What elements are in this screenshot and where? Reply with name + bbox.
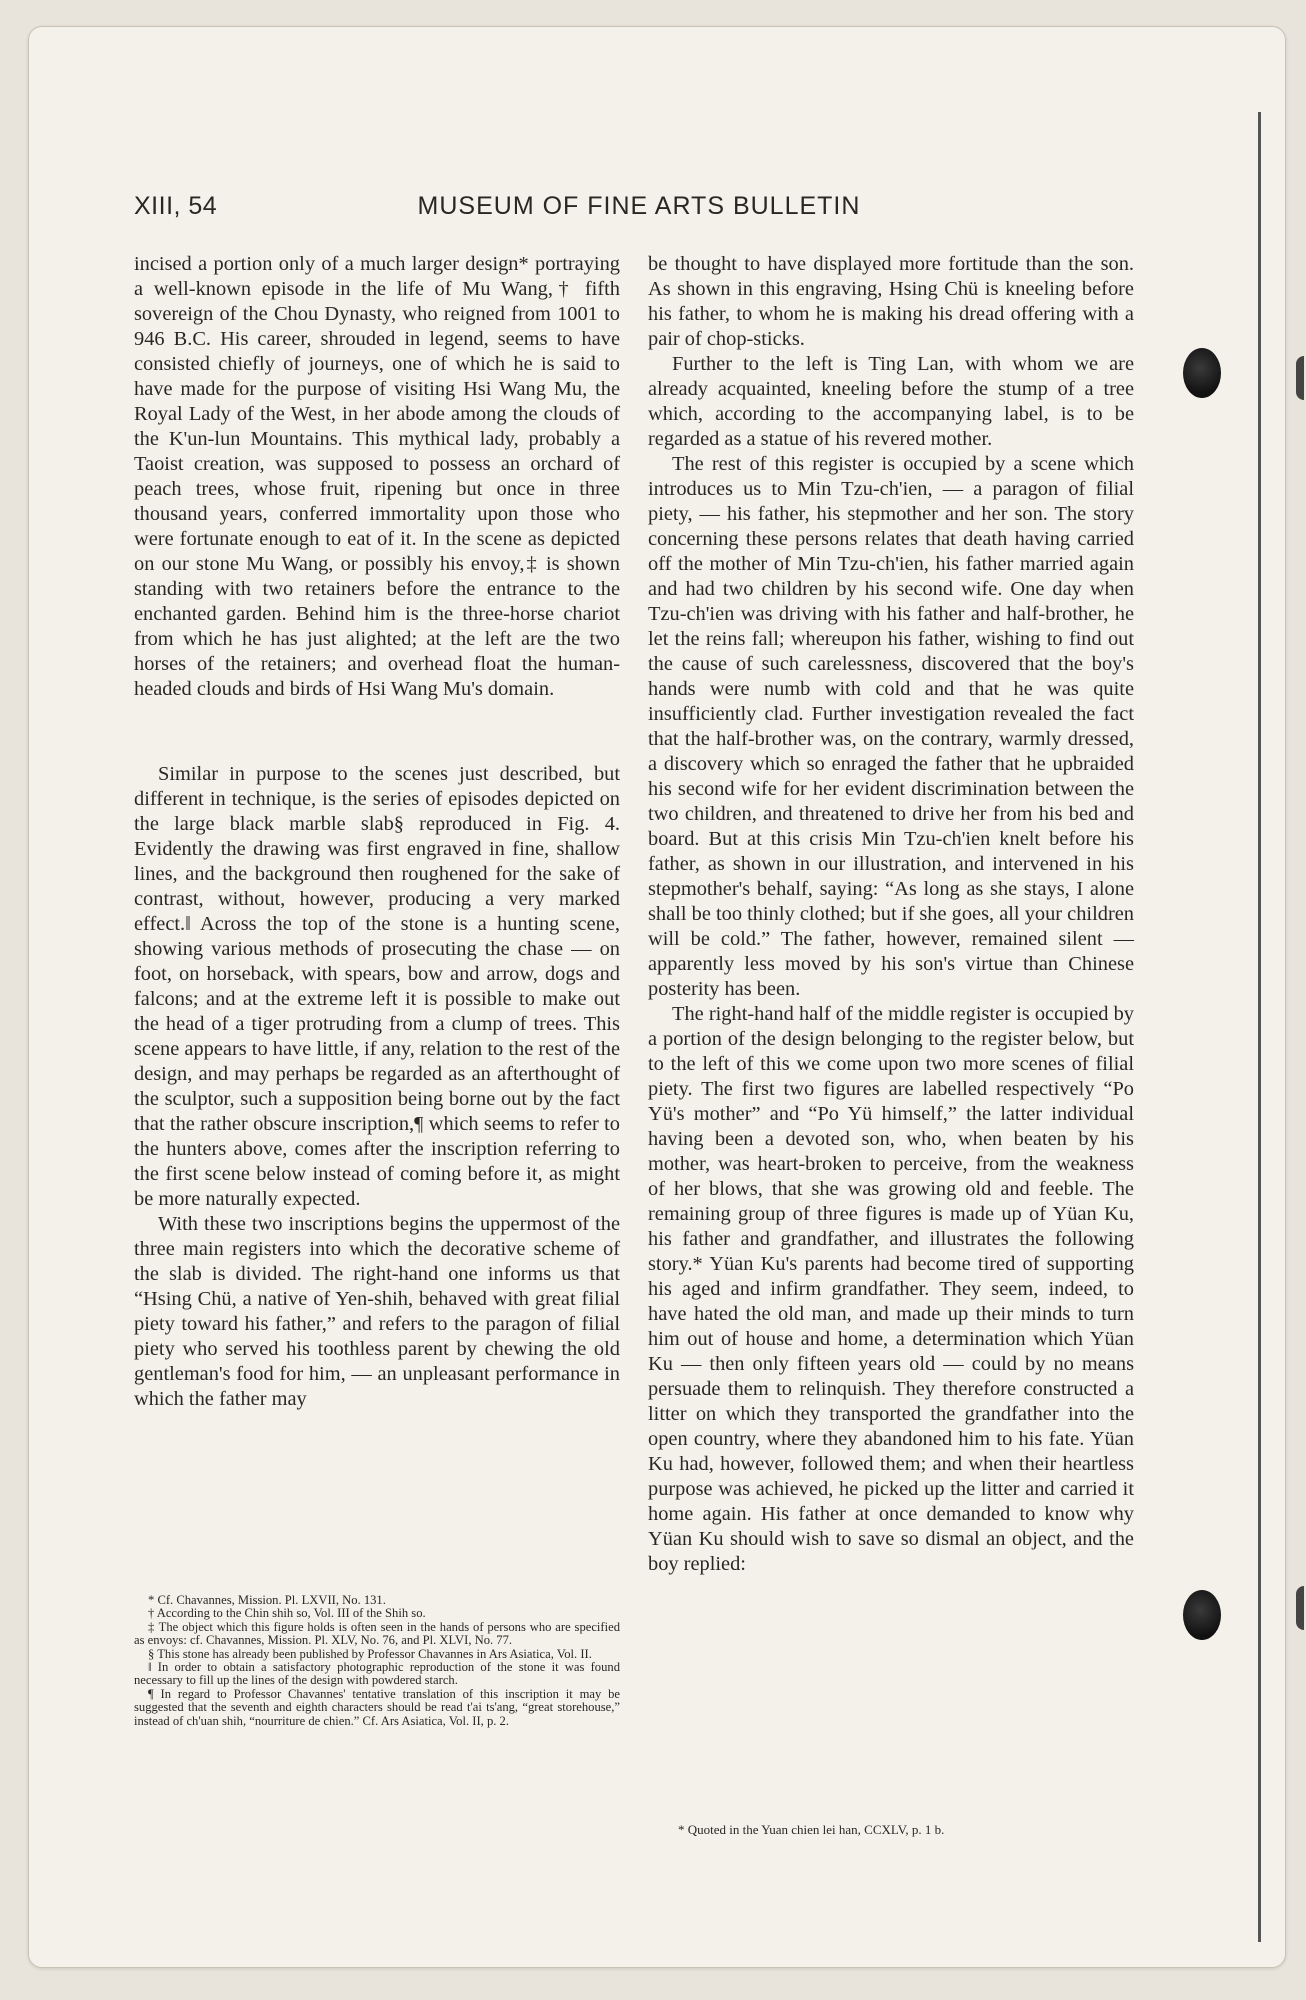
- binding-edge-mark: [1296, 1586, 1304, 1630]
- paragraph: With these two inscriptions begins the uppermost of the three main registers into which the decorative scheme of the slab is divided. The right-hand one informs us that “Hsing Chü, a native of Yen-shih, behaved with great filial piety toward his father,” and refers to the paragon of filial piety who served his toothless parent by chewing the old gentleman's food for him, — an unpleasant performance in which the father may: [134, 1213, 620, 1410]
- bulletin-title: MUSEUM OF FINE ARTS BULLETIN: [417, 192, 861, 220]
- paragraph: The right-hand half of the middle register is occupied by a portion of the design belonging to the register below, but to the left of this we come upon two more scenes of filial piety. The first two figures are labelled respectively “Po Yü's mother” and “Po Yü himself,” the latter individual having been a devoted son, who, when beaten by his mother, was heart-broken to perceive, from the weakness of her blows, that she was growing old and feeble. The remaining group of three figures is made up of Yüan Ku, his father and grandfather, and illustrates the following story.* Yüan Ku's parents had become tired of supporting his aged and infirm grandfather. They seem, indeed, to have hated the old man, and made up their minds to turn him out of house and home, a determination which Yüan Ku — then only fifteen years old — could by no means persuade them to relinquish. They therefore constructed a litter on which they transported the grandfather into the open country, where they abandoned him to his fate. Yüan Ku had, however, followed them; and when their heartless purpose was achieved, he picked up the litter and carried it home again. His father at once demanded to know why Yüan Ku should wish to save so dismal an object, and the boy replied:: [648, 1003, 1134, 1575]
- punch-hole: [1183, 348, 1221, 398]
- paragraph: incised a portion only of a much larger design* portraying a well-known episode in the life of Mu Wang,† fifth sovereign of the Chou Dynasty, who reigned from 1001 to 946 B.C. His career, shrouded in legend, seems to have consisted chiefly of journeys, one of which he is said to have made for the purpose of visiting Hsi Wang Mu, the Royal Lady of the West, in her abode among the clouds of the K'un-lun Mountains. This mythical lady, probably a Taoist creation, was supposed to possess an orchard of peach trees, whose fruit, ripening but once in three thousand years, conferred immortality upon those who were fortunate enough to eat of it. In the scene as depicted on our stone Mu Wang, or possibly his envoy,‡ is shown standing with two retainers before the entrance to the enchanted garden. Behind him is the three-horse chariot from which he has just alighted; at the left are the two horses of the retainers; and overhead float the human-headed clouds and birds of Hsi Wang Mu's domain.: [134, 253, 620, 700]
- paragraph: Further to the left is Ting Lan, with whom we are already acquainted, kneeling before the stump of a tree which, according to the accompanying label, is to be regarded as a statue of his revered mother.: [648, 353, 1134, 450]
- page-header: [134, 192, 1144, 226]
- footnote: ‡ The object which this figure holds is often seen in the hands of persons who are specified as envoys: cf. Chavannes, Mission. Pl. XLV, No. 76, and Pl. XLVI, No. 77.: [134, 1619, 620, 1648]
- left-column: [134, 252, 620, 1412]
- section-gap: [134, 702, 620, 762]
- footnote: * Cf. Chavannes, Mission. Pl. LXVII, No. 131.: [148, 1593, 386, 1607]
- footnote: § This stone has already been published by Professor Chavannes in Ars Asiatica, Vol. II.: [148, 1646, 592, 1661]
- paragraph: The rest of this register is occupied by a scene which introduces us to Min Tzu-ch'ien, — a paragon of filial piety, — his father, his stepmother and her son. The story concerning these persons relates that death having carried off the mother of Min Tzu-ch'ien, his father married again and had two children by his second wife. One day when Tzu-ch'ien was driving with his father and half-brother, he let the reins fall; whereupon his father, wishing to find out the cause of such carelessness, discovered that the boy's hands were numb with cold and that he was quite insufficiently clad. Further investigation revealed the fact that the half-brother was, on the contrary, warmly dressed, a discovery which so enraged the father that he upbraided his second wife for her evident discrimination between the two children, and threatened to drive her from his bed and board. But at this crisis Min Tzu-ch'ien knelt before his father, as shown in our illustration, and intervened in his stepmother's behalf, saying: “As long as she stays, I alone shall be too thinly clothed; but if she goes, all your children will be cold.” The father, however, remained silent — apparently less moved by his son's virtue than Chinese posterity has been.: [648, 453, 1134, 1000]
- right-margin-rule: [1258, 112, 1261, 1942]
- paragraph: Similar in purpose to the scenes just described, but different in technique, is the series of episodes depicted on the large black marble slab§ reproduced in Fig. 4. Evidently the drawing was first engraved in fine, shallow lines, and the background then roughened for the sake of contrast, without, however, producing a very marked effect.‖ Across the top of the stone is a hunting scene, showing various methods of prosecuting the chase — on foot, on horseback, with spears, bow and arrow, dogs and falcons; and at the extreme left it is possible to make out the head of a tiger protruding from a clump of trees. This scene appears to have little, if any, relation to the rest of the design, and may perhaps be regarded as an afterthought of the sculptor, such a supposition being borne out by the fact that the rather obscure inscription,¶ which seems to refer to the hunters above, comes after the inscription referring to the first scene below instead of coming before it, as might be more naturally expected.: [134, 763, 620, 1210]
- page-folio: XIII, 54: [134, 192, 218, 220]
- footnote: ¶ In regard to Professor Chavannes' tentative translation of this inscription it may be suggested that the seventh and eighth characters should be read t'ai ts'ang, “great storehouse,” instead of ch'uan shih, “nourriture de chien.” Cf. Ars Asiatica, Vol. II, p. 2.: [134, 1686, 620, 1728]
- left-footnotes: [134, 1594, 620, 1728]
- right-column: [648, 252, 1134, 1577]
- punch-hole: [1183, 1590, 1221, 1640]
- right-footnotes: [648, 1822, 1134, 1837]
- footnote: ‖ In order to obtain a satisfactory photographic reproduction of the stone it was found necessary to fill up the lines of the design with powdered starch.: [134, 1660, 620, 1688]
- paragraph: be thought to have displayed more fortitude than the son. As shown in this engraving, Hsing Chü is kneeling before his father, to whom he is making his dread offering with a pair of chop-sticks.: [648, 253, 1134, 350]
- footnote: † According to the Chin shih so, Vol. III of the Shih so.: [148, 1606, 426, 1621]
- binding-edge-mark: [1296, 356, 1304, 400]
- footnote: * Quoted in the Yuan chien lei han, CCXLV, p. 1 b.: [678, 1822, 945, 1837]
